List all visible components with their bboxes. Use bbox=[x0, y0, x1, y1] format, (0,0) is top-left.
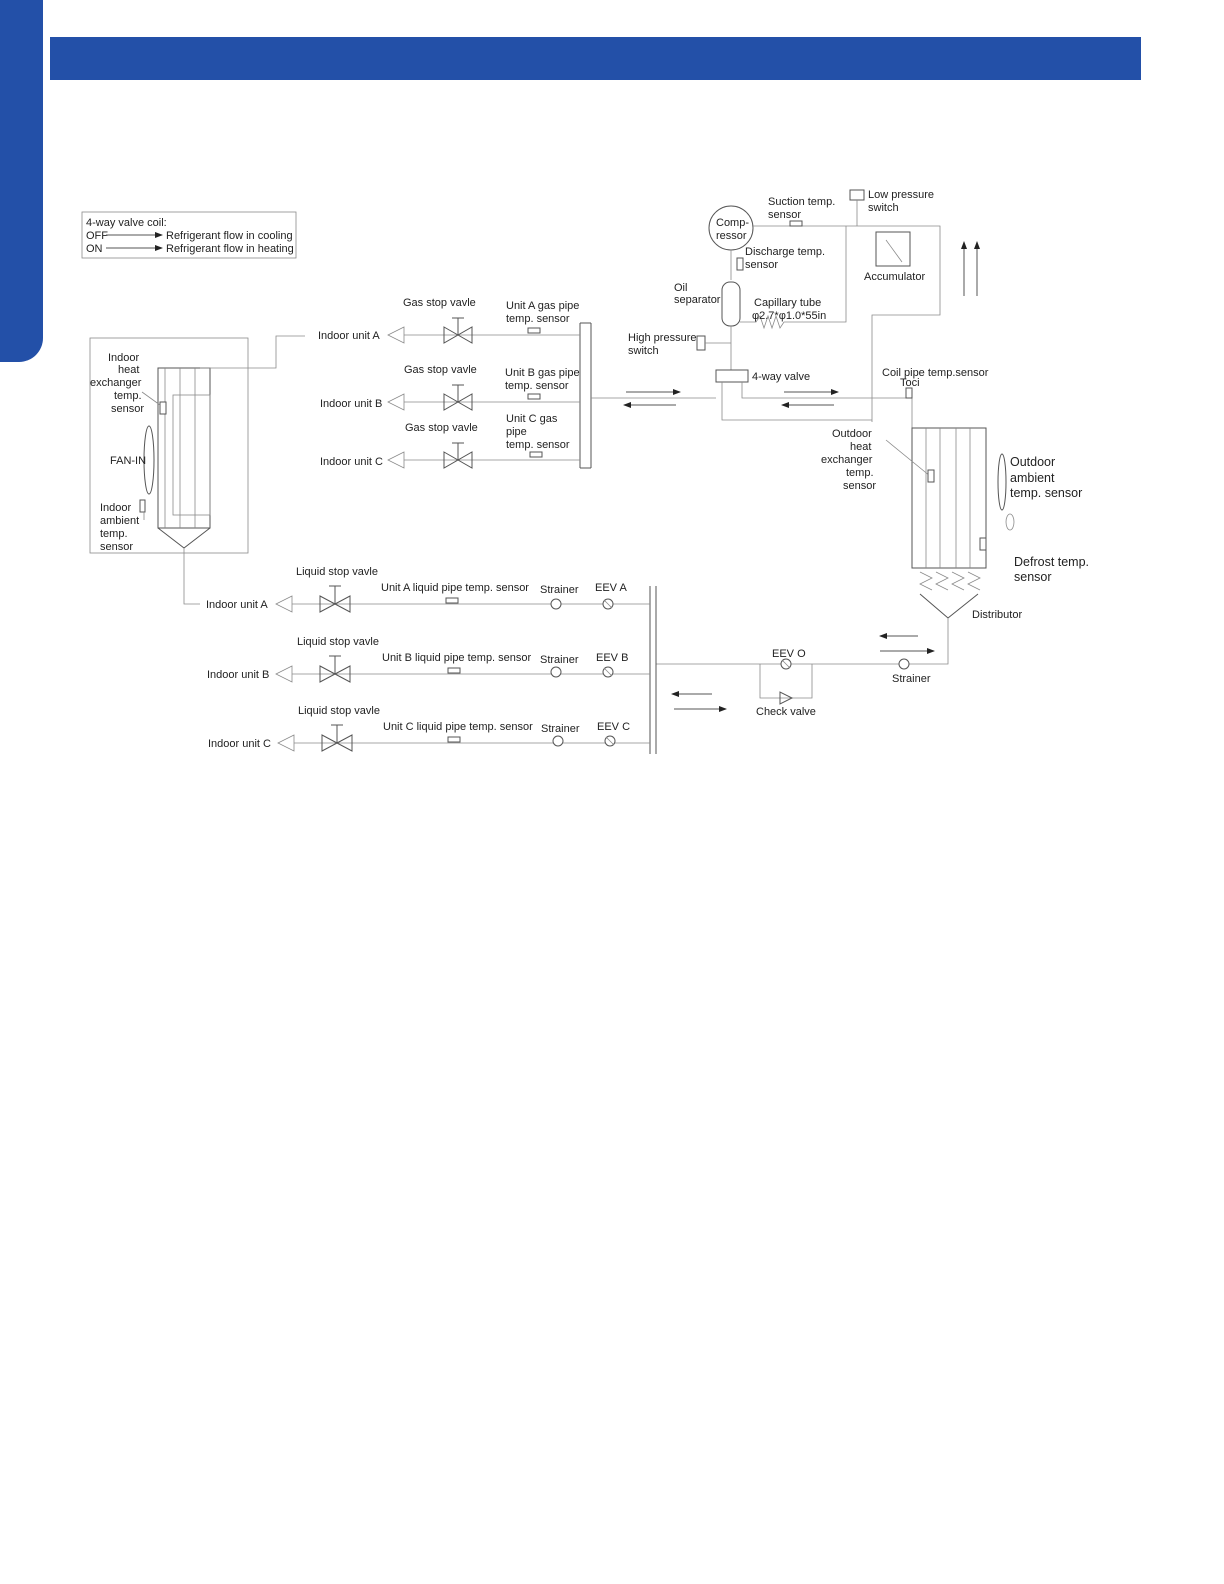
compressor-label-2: ressor bbox=[716, 230, 747, 242]
eev-c-label: EEV C bbox=[597, 721, 631, 733]
outdoor-heat-exchanger bbox=[821, 428, 1089, 621]
coil-pipe-label-1: Coil pipe temp.sensor bbox=[882, 367, 989, 379]
liquid-valve-label-a: Liquid stop vavle bbox=[296, 566, 378, 578]
liquid-strainer-label-b: Strainer bbox=[540, 654, 579, 666]
defrost-sensor bbox=[980, 538, 986, 550]
liquid-valve-label-c: Liquid stop vavle bbox=[298, 705, 380, 717]
gas-valve-label-c: Gas stop vavle bbox=[405, 422, 478, 434]
defrost-label-2: sensor bbox=[1014, 570, 1052, 584]
outdoor-hx-label-3: exchanger bbox=[821, 454, 873, 466]
indoor-hx-label-3: exchanger bbox=[90, 377, 142, 389]
gas-valve-label-a: Gas stop vavle bbox=[403, 297, 476, 309]
compressor-label-1: Comp- bbox=[716, 217, 750, 229]
coil-pipe-sensor bbox=[906, 388, 912, 398]
oil-separator-label-2: separator bbox=[674, 294, 721, 306]
gas-sensor-b bbox=[528, 394, 540, 399]
gas-connector-c bbox=[388, 452, 404, 468]
gas-sensor-label-b-2: temp. sensor bbox=[505, 380, 569, 392]
gas-sensor-label-c-1: Unit C gas bbox=[506, 413, 558, 425]
gas-sensor-label-c-2: pipe bbox=[506, 426, 527, 438]
outdoor-hx-label-2: heat bbox=[850, 441, 872, 453]
liquid-sensor-label-c: Unit C liquid pipe temp. sensor bbox=[383, 721, 533, 733]
liquid-unit-label-c: Indoor unit C bbox=[208, 738, 271, 750]
liquid-branches bbox=[206, 566, 650, 751]
outdoor-hx-gas-pipe bbox=[872, 398, 912, 428]
indoor-fan-label: FAN-IN bbox=[110, 455, 147, 467]
gas-valve-label-b: Gas stop vavle bbox=[404, 364, 477, 376]
gas-sensor-label-c-3: temp. sensor bbox=[506, 439, 570, 451]
distributor-cone bbox=[920, 594, 978, 618]
eev-o-label: EEV O bbox=[772, 648, 806, 660]
liquid-main-section bbox=[650, 586, 948, 754]
legend-off-text: Refrigerant flow in cooling bbox=[166, 230, 293, 242]
outdoor-hx-sensor bbox=[928, 470, 934, 482]
gas-connector-a bbox=[388, 327, 404, 343]
four-way-valve-icon bbox=[716, 370, 748, 382]
indoor-coil-panel bbox=[173, 395, 210, 515]
gas-sensor-label-b-1: Unit B gas pipe bbox=[505, 367, 580, 379]
liquid-unit-label-a: Indoor unit A bbox=[206, 599, 268, 611]
legend-on-label: ON bbox=[86, 243, 103, 255]
indoor-hx-temp-sensor bbox=[160, 402, 166, 414]
gas-sensor-c bbox=[530, 452, 542, 457]
liquid-strainer-a bbox=[551, 599, 561, 609]
liquid-unit-label-b: Indoor unit B bbox=[207, 669, 270, 681]
gas-sensor-label-a-1: Unit A gas pipe bbox=[506, 300, 580, 312]
four-way-valve-label: 4-way valve bbox=[752, 371, 811, 383]
liquid-branch-b bbox=[207, 636, 650, 682]
distributor-label: Distributor bbox=[972, 609, 1023, 621]
liquid-branch-c bbox=[208, 705, 650, 751]
legend-title: 4-way valve coil: bbox=[86, 217, 167, 229]
outdoor-compressor-section bbox=[628, 189, 989, 428]
coil-pipe-label-2: Toci bbox=[900, 377, 920, 389]
outdoor-ambient-label-3: temp. sensor bbox=[1010, 486, 1083, 500]
gas-unit-label-c: Indoor unit C bbox=[320, 456, 383, 468]
oil-separator-icon bbox=[722, 282, 740, 326]
low-pressure-switch bbox=[850, 190, 864, 200]
liquid-sensor-c bbox=[448, 737, 460, 742]
liquid-strainer-b bbox=[551, 667, 561, 677]
indoor-hx-label-2: heat bbox=[118, 364, 140, 376]
suction-sensor bbox=[790, 221, 802, 226]
indoor-ambient-label-3: temp. bbox=[100, 528, 128, 540]
liquid-strainer-c bbox=[553, 736, 563, 746]
oil-separator-label-1: Oil bbox=[674, 282, 688, 294]
outdoor-hx-label-4: temp. bbox=[846, 467, 874, 479]
liquid-sensor-b bbox=[448, 668, 460, 673]
liquid-sensor-label-a: Unit A liquid pipe temp. sensor bbox=[381, 582, 529, 594]
suction-label-1: Suction temp. bbox=[768, 196, 836, 208]
high-pressure-switch bbox=[697, 336, 705, 350]
low-pressure-label-1: Low pressure bbox=[868, 189, 935, 201]
outdoor-ambient-label-1: Outdoor bbox=[1010, 455, 1056, 469]
liquid-sensor-a bbox=[446, 598, 458, 603]
outdoor-hx-body bbox=[912, 428, 986, 568]
capillary-label-2: φ2.7*φ1.0*55in bbox=[752, 310, 827, 322]
discharge-sensor bbox=[737, 258, 743, 270]
gas-branch-a bbox=[318, 297, 580, 343]
gas-unit-label-b: Indoor unit B bbox=[320, 398, 383, 410]
discharge-label-2: sensor bbox=[745, 259, 779, 271]
gas-sensor-label-a-2: temp. sensor bbox=[506, 313, 570, 325]
gas-branch-b bbox=[320, 364, 580, 410]
outdoor-strainer-icon bbox=[899, 659, 909, 669]
indoor-ambient-label-4: sensor bbox=[100, 541, 134, 553]
eev-b-label: EEV B bbox=[596, 652, 629, 664]
outdoor-strainer-label: Strainer bbox=[892, 673, 931, 685]
liquid-connector-a bbox=[276, 596, 292, 612]
gas-connector-b bbox=[388, 394, 404, 410]
gas-sensor-a bbox=[528, 328, 540, 333]
legend bbox=[82, 212, 296, 258]
gas-unit-label-a: Indoor unit A bbox=[318, 330, 380, 342]
check-valve-label: Check valve bbox=[756, 706, 816, 718]
outdoor-ambient-label-2: ambient bbox=[1010, 471, 1055, 485]
high-pressure-label-2: switch bbox=[628, 345, 659, 357]
discharge-label-1: Discharge temp. bbox=[745, 246, 826, 258]
indoor-ambient-label-2: ambient bbox=[100, 515, 140, 527]
indoor-hx-label-5: sensor bbox=[111, 403, 145, 415]
suction-label-2: sensor bbox=[768, 209, 802, 221]
indoor-gas-pipe bbox=[200, 336, 305, 368]
liquid-valve-label-b: Liquid stop vavle bbox=[297, 636, 379, 648]
indoor-ambient-sensor bbox=[140, 500, 145, 512]
gas-branch-c bbox=[320, 413, 580, 468]
liquid-connector-b bbox=[276, 666, 292, 682]
legend-off-label: OFF bbox=[86, 230, 108, 242]
high-pressure-label-1: High pressure bbox=[628, 332, 697, 344]
liquid-sensor-label-b: Unit B liquid pipe temp. sensor bbox=[382, 652, 532, 664]
indoor-hx-label-1: Indoor bbox=[108, 352, 140, 364]
indoor-hx-label-4: temp. bbox=[114, 390, 142, 402]
indoor-liquid-pipe bbox=[184, 548, 200, 604]
liquid-branch-a bbox=[206, 566, 650, 612]
liquid-strainer-label-a: Strainer bbox=[540, 584, 579, 596]
indoor-heat-exchanger bbox=[158, 368, 210, 528]
outdoor-ambient-sensor-icon bbox=[998, 454, 1006, 510]
liquid-strainer-label-c: Strainer bbox=[541, 723, 580, 735]
outdoor-hx-label-5: sensor bbox=[843, 480, 877, 492]
capillary-label-1: Capillary tube bbox=[754, 297, 822, 309]
accumulator-label: Accumulator bbox=[864, 271, 926, 283]
indoor-ambient-label-1: Indoor bbox=[100, 502, 132, 514]
legend-on-text: Refrigerant flow in heating bbox=[166, 243, 294, 255]
low-pressure-label-2: switch bbox=[868, 202, 899, 214]
defrost-label-1: Defrost temp. bbox=[1014, 555, 1090, 569]
gas-branches bbox=[318, 297, 716, 468]
outdoor-hx-label-1: Outdoor bbox=[832, 428, 872, 440]
indoor-unit bbox=[90, 336, 305, 604]
eev-a-label: EEV A bbox=[595, 582, 627, 594]
liquid-connector-c bbox=[278, 735, 294, 751]
